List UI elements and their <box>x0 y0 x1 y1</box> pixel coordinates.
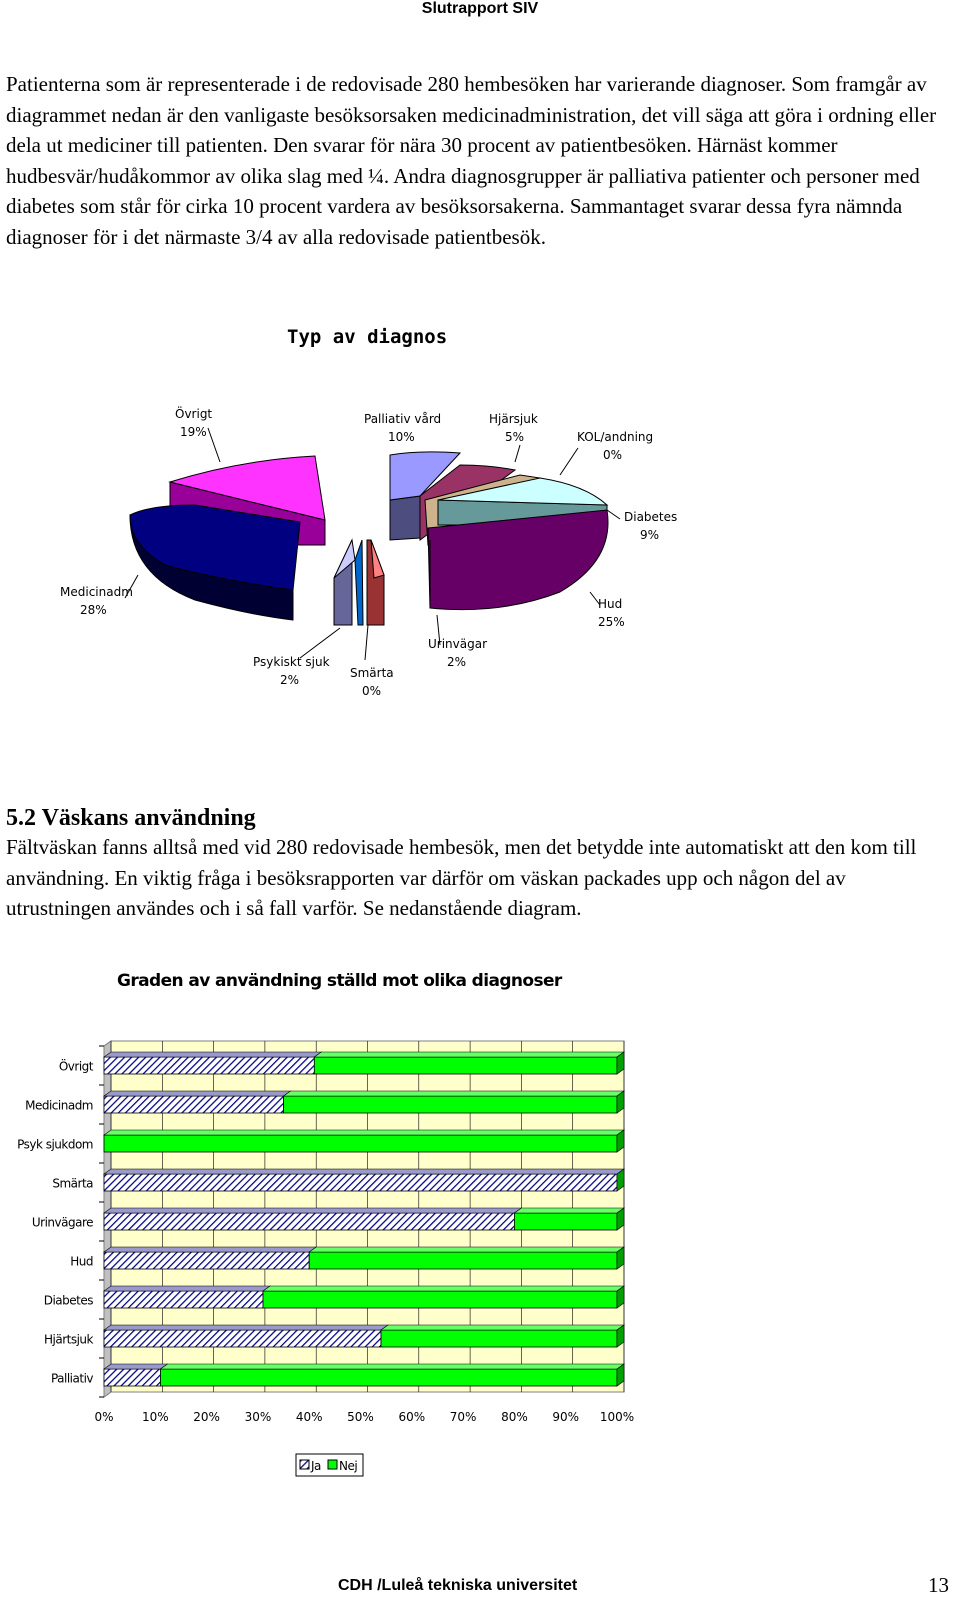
bar-chart <box>0 1030 960 1490</box>
label-palliativ-value: 10% <box>388 430 415 444</box>
x-tick-label: 50% <box>347 1410 374 1424</box>
label-psykiskt-value: 2% <box>280 673 300 687</box>
label-diabetes-value: 9% <box>640 528 660 542</box>
bar-top-face <box>104 1208 521 1213</box>
label-hud-name: Hud <box>598 597 623 611</box>
y-category-label: Palliativ <box>50 1371 93 1386</box>
x-tick-label: 80% <box>501 1410 528 1424</box>
bar-nej <box>284 1096 617 1113</box>
label-medicinadm-value: 28% <box>80 603 107 617</box>
bar-nej <box>381 1330 617 1347</box>
legend-swatch-nej <box>328 1460 337 1469</box>
x-tick-label: 90% <box>552 1410 580 1424</box>
bar-ja <box>104 1291 263 1308</box>
bar-top-face <box>104 1247 316 1252</box>
y-category-label: Övrigt <box>58 1059 93 1074</box>
y-category-label: Hjärtsjuk <box>44 1332 93 1347</box>
bar-ja <box>104 1369 160 1386</box>
bar-nej <box>263 1291 617 1308</box>
x-tick-label: 30% <box>244 1410 272 1424</box>
y-category-label: Medicinadm <box>25 1098 93 1113</box>
bar-nej <box>309 1252 617 1269</box>
bar-top-face <box>309 1247 624 1252</box>
bar-top-face <box>314 1052 624 1057</box>
page-number: 13 <box>928 1573 949 1597</box>
y-category-label: Urinvägare <box>31 1215 93 1230</box>
bar-top-face <box>104 1091 291 1096</box>
label-medicinadm-name: Medicinadm <box>60 585 133 599</box>
x-tick-label: 20% <box>193 1410 220 1424</box>
bar-top-face <box>160 1364 624 1369</box>
bar-top-face <box>104 1130 624 1135</box>
legend-swatch-ja <box>300 1460 309 1469</box>
bar-ja <box>104 1096 284 1113</box>
label-kol-value: 0% <box>603 448 623 462</box>
x-tick-label: 60% <box>398 1410 426 1424</box>
bar-ja <box>104 1174 617 1191</box>
bar-nej <box>314 1057 617 1074</box>
y-category-label: Psyk sjukdom <box>17 1137 93 1152</box>
y-category-label: Hud <box>70 1254 93 1269</box>
label-smarta-value: 0% <box>362 684 382 698</box>
bar-nej <box>104 1135 617 1152</box>
label-ovrigt-name: Övrigt <box>175 407 213 421</box>
intro-paragraph: Patienterna som är representerade i de redovisade 280 hembesöken har varierande diagnoser. Som framgår av diagrammet nedan är den vanligaste besöksorsaken medicinadministration, det vill säga att göra i ordning eller dela ut mediciner till patienten. Den svarar för nära 30 procent av patientbesöken. Härnäst kommer hudbesvär/hudåkommor av olika slag med ¼. Andra diagnosgrupper är palliativa patienter och personer med diabetes som står för cirka 10 procent vardera av besöksorsakerna. Sammantaget svarar dessa fyra nämnda diagnoser för i det närmaste 3/4 av alla redovisade patientbesök. <box>6 72 937 249</box>
bar-top-face <box>284 1091 624 1096</box>
bar-top-face <box>514 1208 624 1213</box>
bar-top-face <box>104 1364 167 1369</box>
bar-ja <box>104 1252 309 1269</box>
bar-top-face <box>104 1169 624 1174</box>
x-tick-label: 0% <box>94 1410 114 1424</box>
label-hud-value: 25% <box>598 615 625 629</box>
bar-nej <box>160 1369 617 1386</box>
bar-chart-title: Graden av användning ställd mot olika diagnoser <box>117 971 562 991</box>
label-palliativ-name: Palliativ vård <box>364 412 442 426</box>
x-tick-label: 40% <box>295 1410 323 1424</box>
page-header: Slutrapport SIV <box>421 0 539 17</box>
label-hjartsjuk-value: 5% <box>505 430 525 444</box>
label-hjartsjuk-name: Hjärsjuk <box>489 412 538 426</box>
bar-top-face <box>104 1325 388 1330</box>
legend-label-nej: Nej <box>339 1459 358 1473</box>
label-psykiskt-name: Psykiskt sjuk <box>253 655 330 669</box>
slice-smarta <box>355 540 363 625</box>
label-urinvagar-value: 2% <box>447 655 467 669</box>
bar-top-face <box>263 1286 624 1291</box>
x-tick-label: 10% <box>141 1410 169 1424</box>
label-kol-name: KOL/andning <box>577 430 654 444</box>
slice-hud <box>428 510 608 610</box>
legend-label-ja: Ja <box>311 1459 321 1473</box>
bar-top-face <box>104 1286 270 1291</box>
bar-nej <box>514 1213 617 1230</box>
bar-top-face <box>104 1052 321 1057</box>
section-heading: 5.2 Väskans användning <box>6 805 256 831</box>
footer-institution: CDH /Luleå tekniska universitet <box>338 1577 578 1594</box>
y-category-label: Smärta <box>52 1176 93 1191</box>
x-tick-label: 100% <box>599 1410 635 1424</box>
pie-chart <box>0 385 960 805</box>
x-tick-label: 70% <box>449 1410 477 1424</box>
pie-chart-title: Typ av diagnos <box>287 326 448 348</box>
y-category-label: Diabetes <box>43 1293 93 1308</box>
bar-ja <box>104 1057 314 1074</box>
bar-ja <box>104 1330 381 1347</box>
label-urinvagar-name: Urinvägar <box>428 637 488 651</box>
slice-medicinadm-top <box>130 505 300 590</box>
bar-top-face <box>381 1325 624 1330</box>
slice-palliativ-side <box>390 496 420 540</box>
bar-ja <box>104 1213 514 1230</box>
label-smarta-name: Smärta <box>350 666 394 680</box>
label-diabetes-name: Diabetes <box>624 510 678 524</box>
section-paragraph: Fältväskan fanns alltså med vid 280 redovisade hembesök, men det betydde inte automatiskt att den kom till användning. En viktig fråga i besöksrapporten var därför om väskan packades upp och någon del av utrustningen användes och i så fall varför. Se nedanstående diagram. <box>6 835 917 920</box>
label-ovrigt-value: 19% <box>180 425 207 439</box>
